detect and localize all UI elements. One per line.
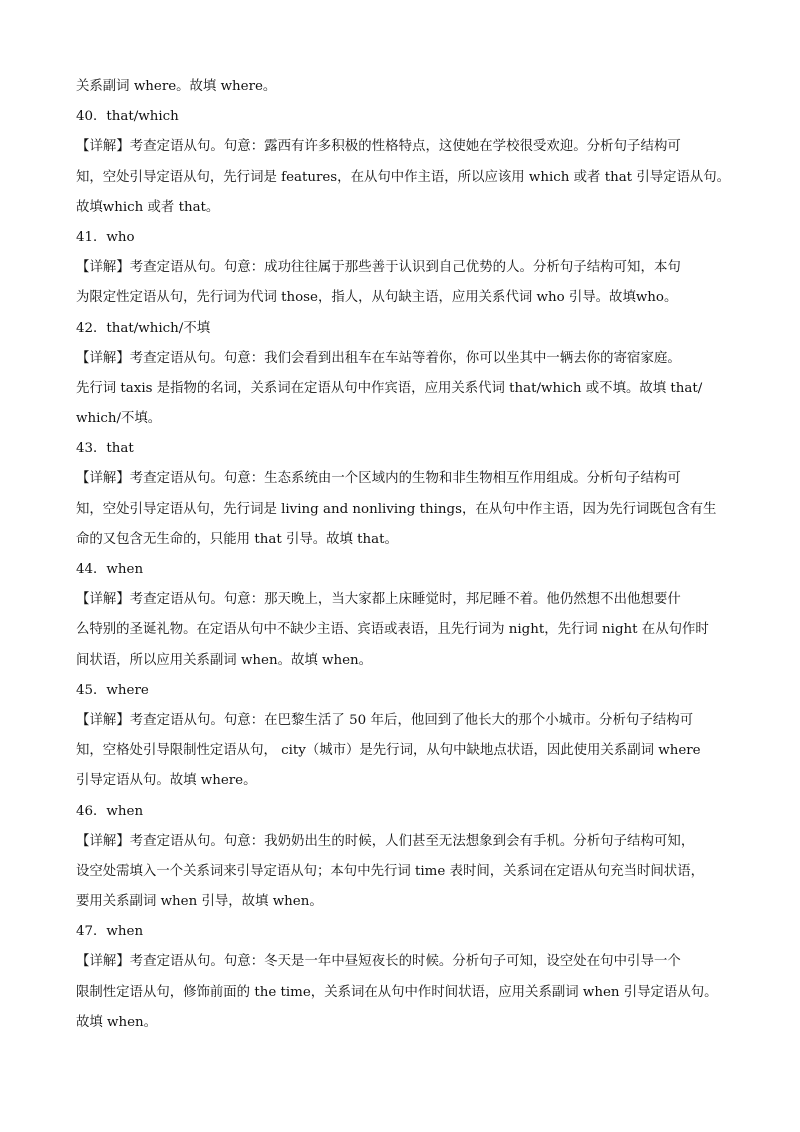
text-line: 故填 when。	[76, 1014, 158, 1030]
text-line: 【详解】考查定语从句。句意：我奶奶出生的时候，人们甚至无法想象到会有手机。分析句子结构可知，	[76, 833, 695, 849]
answer-heading-41: 41．who	[76, 229, 135, 245]
text-line: 【详解】考查定语从句。句意：我们会看到出租车在车站等着你，你可以坐其中一辆去你的寄宿家庭。	[76, 350, 681, 366]
text-line: 知，空格处引导限制性定语从句， city（城市）是先行词，从句中缺地点状语，因此使用关系副词 where	[76, 743, 701, 759]
text-line: 【详解】考查定语从句。句意：那天晚上，当大家都上床睡觉时，邦尼睡不着。他仍然想不出他想要什	[76, 592, 681, 608]
text-line: 么特别的圣诞礼物。在定语从句中不缺少主语、宾语或表语，且先行词为 night，先行词 night 在从句作时	[76, 622, 709, 638]
answer-heading-44: 44．when	[76, 562, 144, 577]
answer-heading-47: 47．when	[76, 924, 144, 940]
text-line: 限制性定语从句，修饰前面的 the time，关系词在从句中作时间状语，应用关系副词 when 引导定语从句。	[76, 984, 718, 1000]
text-line: 【详解】考查定语从句。句意：在巴黎生活了 50 年后，他回到了他长大的那个小城市。分析句子结构可	[76, 712, 694, 728]
text-line: 间状语，所以应用关系副词 when。故填 when。	[76, 652, 373, 668]
answer-heading-45: 45．where	[76, 682, 149, 698]
text-line: 先行词 taxis 是指物的名词，关系词在定语从句中作宾语，应用关系代词 that/which 或不填。故填 that/	[76, 380, 703, 396]
text-line: 【详解】考查定语从句。句意：冬天是一年中昼短夜长的时候。分析句子可知，设空处在句中引导一个	[76, 954, 681, 970]
text-line: 【详解】考查定语从句。句意：成功往往属于那些善于认识到自己优势的人。分析句子结构可知，本句	[76, 260, 681, 276]
answer-explanations	[76, 72, 731, 1038]
text-line: 【详解】考查定语从句。句意：露西有许多积极的性格特点，这使她在学校很受欢迎。分析句子结构可	[76, 139, 681, 155]
answer-heading-42: 42．that/which/不填	[76, 320, 211, 336]
text-line: 为限定性定语从句，先行词为代词 those，指人，从句缺主语，应用关系代词 who 引导。故填who。	[76, 290, 678, 306]
answer-heading-46: 46．when	[76, 803, 144, 819]
answer-heading-43: 43．that	[76, 441, 134, 457]
text-line: 要用关系副词 when 引导，故填 when。	[76, 894, 323, 910]
text-line: 知，空处引导定语从句，先行词是 features，在从句中作主语，所以应该用 which 或者 that 引导定语从句。	[76, 169, 731, 185]
answer-heading-40: 40．that/which	[76, 109, 179, 125]
text-line: 关系副词 where。故填 where。	[76, 79, 277, 94]
text-line: 故填which 或者 that。	[76, 199, 220, 215]
text-line: which/不填。	[76, 411, 162, 427]
text-line: 设空处需填入一个关系词来引导定语从句；本句中先行词 time 表时间，关系词在定语从句充当时间状语，	[76, 863, 704, 879]
text-line: 【详解】考查定语从句。句意：生态系统由一个区域内的生物和非生物相互作用组成。分析句子结构可	[76, 471, 681, 487]
text-line: 命的又包含无生命的，只能用 that 引导。故填 that。	[76, 531, 398, 547]
text-line: 引导定语从句。故填 where。	[76, 773, 257, 789]
text-line: 知，空处引导定语从句，先行词是 living and nonliving things，在从句中作主语，因为先行词既包含有生	[76, 501, 717, 517]
